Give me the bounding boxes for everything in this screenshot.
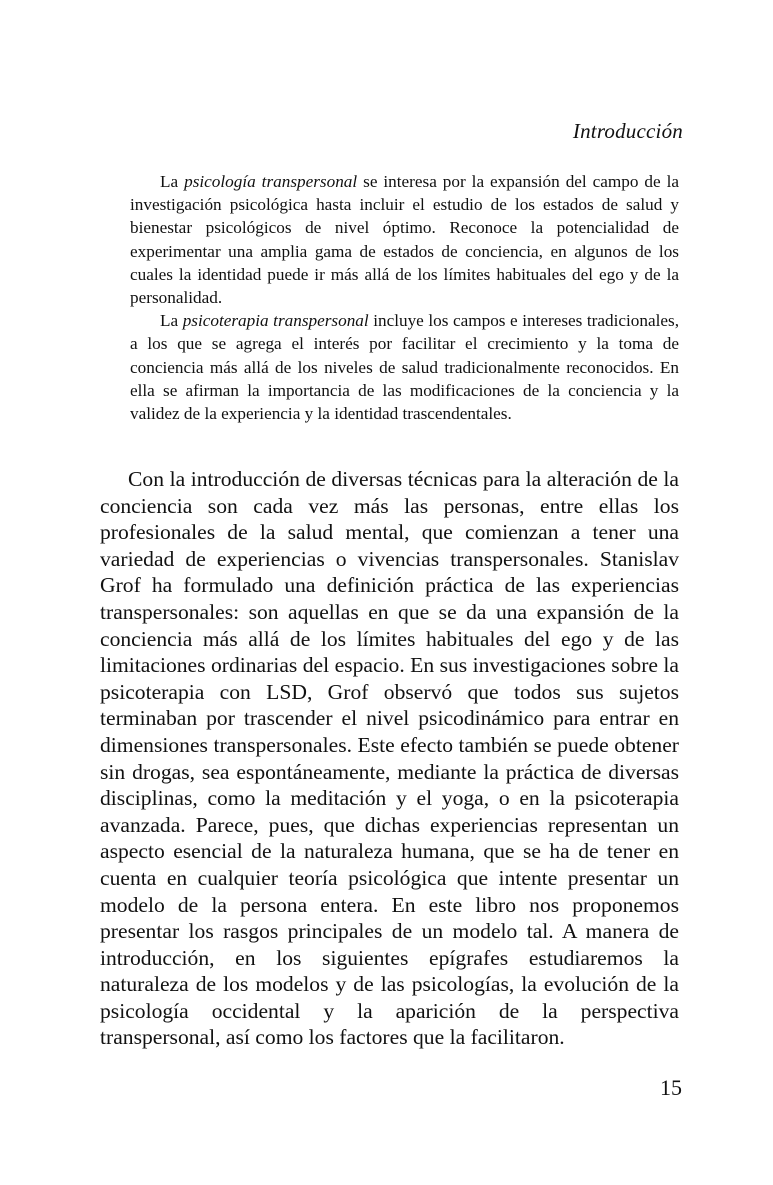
definition-paragraph-psicologia xyxy=(130,170,679,309)
definitions-block xyxy=(130,170,679,425)
definition-lead: La xyxy=(160,311,183,331)
definition-term: psicología transpersonal xyxy=(184,172,358,191)
body-paragraph: Con la introducción de diversas técnicas para la alteración de la conciencia son cada vez más las personas, entre ellas los profesionales de la salud mental, que comienzan a tener una variedad de experiencias o vivencias transpersonales. Stanislav Grof ha formulado una definición práctica de las experiencias transpersonales: son aquellas en que se da una expansión de la conciencia más allá de los límites habituales del ego y de las limitaciones ordinarias del espacio. En sus investigaciones sobre la psicoterapia con LSD, Grof observó que todos sus sujetos terminaban por trascender el nivel psicodinámico para entrar en dimensiones transpersonales. Este efecto también se puede obtener sin drogas, sea espontáneamente, mediante la práctica de diversas disciplinas, como la meditación y el yoga, o en la psicoterapia avanzada. Parece, pues, que dichas experiencias representan un aspecto esencial de la naturaleza humana, que se ha de tener en cuenta en cualquier teoría psicológica que intente presentar un modelo de la persona entera. En este libro nos proponemos presentar los rasgos principales de un modelo tal. A manera de introducción, en los siguientes epígrafes estudiaremos la naturaleza de los modelos y de las psicologías, la evolución de la psicología occidental y la aparición de la perspectiva transpersonal, así como los factores que la facilitaron. xyxy=(100,467,679,1050)
definition-term: psicoterapia transpersonal xyxy=(182,311,369,331)
page-number: 15 xyxy=(660,1075,682,1100)
definition-text: se interesa por la expansión del campo de la investigación psicológica hasta incluir el estudio de los estados de salud y bienestar psicológicos de nivel óptimo. Reconoce la potencialidad de experimentar una amplia gama de estados de conciencia, en algunos de los cuales la identidad puede ir más allá de los límites habituales del ego y de la personalidad. xyxy=(130,172,680,308)
definition-lead: La xyxy=(160,172,185,191)
main-text-block xyxy=(100,466,679,1051)
definition-paragraph-psicoterapia xyxy=(130,309,679,425)
running-head: Introducción xyxy=(572,119,683,143)
definition-text: incluye los campos e intereses tradicionales, a los que se agrega el interés por facilitar el crecimiento y la toma de conciencia más allá de los niveles de salud tradicionalmente reconocidos. En ella se afirman la importancia de las modificaciones de la conciencia y la validez de la experiencia y la identidad trascendentales. xyxy=(130,311,679,424)
